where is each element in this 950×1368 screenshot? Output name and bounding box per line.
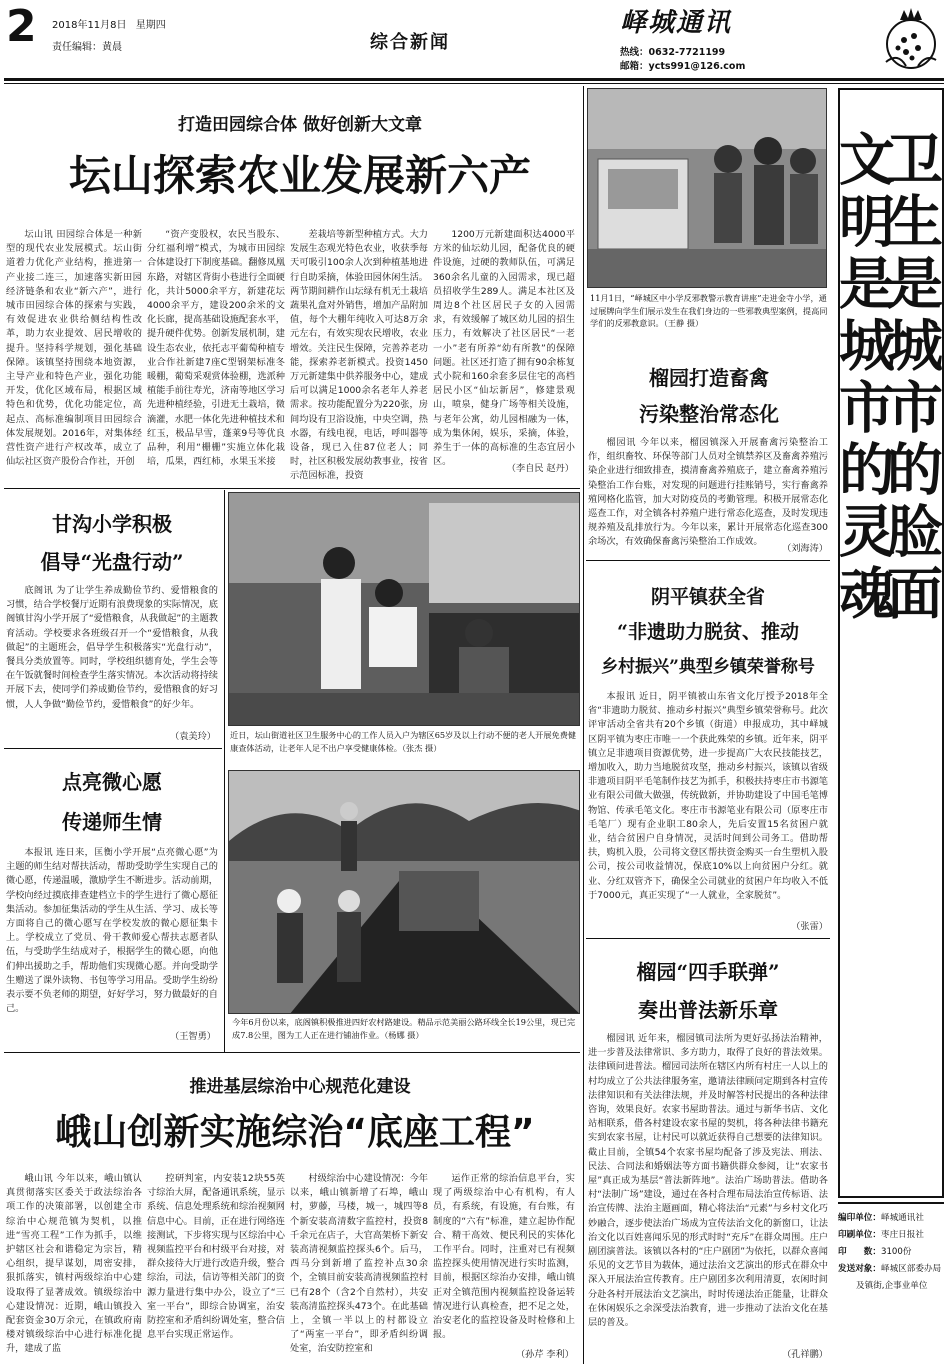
art6-title-line1: 榴园“四手联弹” (636, 960, 780, 984)
art4-title-line2: 传递师生情 (62, 810, 162, 834)
art3-byline: （袁美玲） (170, 731, 216, 742)
column-rule-left (583, 86, 584, 1364)
imprint-value: 及镇街,企事业单位 (856, 1281, 928, 1291)
art5-rule (586, 938, 830, 939)
art4-byline: （王智勇） (170, 1031, 216, 1042)
art6-title-line2: 奏出普法新乐章 (638, 998, 778, 1022)
issue-date (52, 16, 166, 31)
art1-kicker: 打造田园综合体 做好创新大文章 (178, 115, 422, 135)
art1-title: 坛山探索农业发展新六产 (68, 151, 531, 200)
slogan-line1: 卫生是城市的脸面 (878, 130, 943, 626)
art7-col2: 控研判室，内安装12块55英寸综治大屏，配备通讯系统，显示系统、信息处理系统和综治视频网信息中心。目前，正在进行网络连接测试，下步将实现与区综治中心视频监控平台和村级平台对接，对群众接待大厅进行改造升级，整合综治，司法，信访等相关部门的资源力量进行集中办公，设立了“三室一平台”，即综合协调室，治安防控室和矛盾纠纷调处室，整合信息平台实现正常运作。 (147, 1173, 285, 1341)
section-title: 综合新闻 (370, 32, 450, 53)
pomegranate-logo-icon (878, 2, 944, 74)
imprint-box (838, 1202, 944, 1362)
editor-credit: 责任编辑：黄晨 (52, 42, 122, 53)
imprint-row (838, 1261, 944, 1278)
imprint-row (838, 1278, 944, 1295)
imprint-row (838, 1227, 944, 1244)
art7-kicker: 推进基层综治中心规范化建设 (189, 1077, 411, 1097)
art5-byline: （张雷） (791, 921, 828, 932)
art3-rule (4, 748, 222, 749)
slogan-box (830, 88, 944, 1198)
photo-placeholder-icon (588, 89, 827, 288)
photo-road-paving (228, 770, 580, 1014)
art3-body: 底阁讯 为了让学生养成勤俭节约、爱惜粮食的习惯，结合学校餐厅近期有浪费现象的实际情况，底阁镇甘沟小学开展了“爱惜粮食，从我做起”的主题教育活动。学校要求各班级召开一个“爱惜粮食，从我做起”的主题班会，倡导学生积极落实“光盘行动”，餐具分类放置等。同时，学校组织德育处，学生会等在午饭就餐时间检查学生落实情况。本次活动将持续开展下去，使同学们养成勤俭节约，爱惜粮食的好习惯，人人争做“勤俭节约，爱惜粮食”的好少年。 (6, 585, 218, 710)
date-text: 2018年11月8日 (52, 20, 127, 31)
art7-col4: 运作正常的综治信息平台，实现了两级综治中心有机构，有人员，有系统，有设施，有台账，有制度的“六有”标准，建立起协作配合、精干高效、便民利民的实体化工作平台。同时，注重对已有视频监控探头使用情况进行实时监测，目前，根据区综治办安排，峨山镇正对全镇范围内视频监控设备运转情况进行认真检查，把不足之处，治安老化的监控设备及时检修和上报。 (433, 1173, 575, 1341)
art2-body: 榴园讯 今年以来，榴园镇深入开展畜禽污染整治工作，组织畜牧、环保等部门人员对全镇禁养区及畜禽养殖污染企业进行细致排查，摸清畜禽养殖底子，建立畜禽养殖污染整治工作台账，对发现的问题进行挂账销号，实行畜禽养殖网格化监管，加大对防疫员的考勤管理。积极开展常态化巡查工作，对全镇各村养殖户进行常态化巡查，及时发现违规养殖及乱排放行为。今年以来，累计开展常态化巡查300余场次，有效确保畜禽污染整治工作成效。 (588, 437, 828, 548)
column-rule-mid (224, 490, 225, 1052)
art5-title-line2: “非遗助力脱贫、推动 (617, 621, 799, 643)
art2-title-line2: 污染整治常态化 (639, 402, 779, 426)
art1-col3: 差栽培等新型种植方式。大力发展生态观光特色农业，收获季每天可吸引100余人次到种植基地进行自助采摘，体验田园休闲生活。两节期间耕作山坛绿有机无土栽培蔬果礼盒对外销售，增加产品附加值，每个大棚年纯收入可达8万余元左右，有效实现农民增收，农业增效。关注民生保障，完善养老功能，探索养老新模式。投资1450万元新建集中供养服务中心，建成后可以满足1000余名老年人养老需求。按功能配置分为220张，房间均设有卫浴设施，中央空调，热水器，有线电视，电话，呼叫器等设备，现已入住87位老人；同时，社区积极发展幼教事业，按省示范园标准，投资 (290, 229, 428, 482)
art7-col3: 村级综治中心建设情况：今年以来，峨山镇新增了石埠，峨山村，萝藤，马楼，城一，城四等8个新安装高清数字监控村，投资8千余元在店子，大官高架桥下新安装高清视频监控探头6个。后马，西马分到新增了监控补点30余个，全镇目前安装高清视频监控村已有28个（含2个自然村），共安装高清监控探头473个。在此基础上，全镇一半以上的村都设立了“两室一平台”，即矛盾纠纷调处室，治安防控室和 (290, 1173, 428, 1355)
art6-byline: （孔祥鹏） (782, 1349, 828, 1360)
art2-byline: （刘海涛） (782, 543, 828, 554)
hotline: 热线：0632-7721199 (620, 47, 726, 58)
imprint-list (838, 1210, 944, 1295)
art4-title-line1: 点亮微心愿 (62, 770, 162, 794)
masthead (0, 0, 950, 80)
photo-health-checkup (228, 492, 580, 726)
mid-rule (4, 1052, 580, 1053)
art1-byline: （李自民 赵丹） (506, 463, 574, 474)
art2-rule (586, 560, 830, 561)
art5-title-line3: 乡村振兴”典型乡镇荣誉称号 (601, 657, 815, 677)
photo1-caption: 11月1日，“峄城区中小学反邪教警示教育讲座”走进金寺小学，通过展牌向学生们展示发生在我们身边的一些邪教典型案例，提高同学们的反邪教意识。（王静 摄） (590, 293, 828, 328)
art3-title-line2: 倡导“光盘行动” (40, 550, 184, 574)
art2-title-line1: 榴园打造畜禽 (649, 366, 769, 390)
art1-rule (4, 488, 580, 489)
photo3-caption: 今年6月份以来，底阁镇积极推进四好农村路建设。精品示范美丽公路环线全长19公里，现已完成7.8公里，图为工人正在进行铺油作业。（杨娜 摄） (232, 1017, 576, 1040)
imprint-label: 印 数： (838, 1247, 881, 1257)
art5-body: 本报讯 近日，阴平镇被山东省文化厅授予2018年全省“非遗助力脱贫、推动乡村振兴”典型乡镇荣誉称号。此次评审活动全省共有20个乡镇（街道）申报成功，其中峄城区阴平镇为枣庄市唯一一个获此殊荣的乡镇。近年来，阴平镇立足非遗项目资源优势，进一步提高广大农民技能技艺，增加收入，助力当地脱贫攻坚，推动乡村振兴，该镇以省级非遗项目阴平毛笔制作技艺为抓手，积极扶持枣庄市书源笔业有限公司做大做强，传统做新，并协助建设了中国毛笔博物馆、传承毛笔文化。枣庄市书源笔业有限公司（原枣庄市毛笔厂）现有企业职工80余人，先后安置15名贫困户就业，结合贫困户自身情况，灵活时间到公司务工。借助帮扶，购机入股，公司将文登区帮扶资金购买一台生塑机入股公司，按公司收益情况，保底10%以上向贫困户分红。就业、分红双管齐下，确保全公司就业的贫困户年均收入不低于7000元，真正实现了“一人就业，全家脱贫”。 (588, 691, 828, 901)
photo-placeholder-icon (229, 493, 580, 726)
art1-col4: 1200万元新建面积达4000平方米的仙坛幼儿园，配备优良的硬件设施，过硬的教师队伍，可满足360余名儿童的入园需求，现已超员招收学生289人。满足本社区及周边8个社区居民子女的入园需求，有效缓解了城区幼儿园的招生压力，有效解决了社区居民“一老一小”老有所养“幼有所教”的保障问题。社区还打造了拥有90余栋复式小院和160余套多层住宅的高档居民小区“仙坛新居”，修建景观山，喷泉，健身广场等相关设施，与老年公寓，幼儿园相融为一体，成为集休闲，娱乐，采摘，体验，养生于一体的高标准的生态宜居小区。 (433, 229, 575, 468)
imprint-value: 枣庄日报社 (880, 1230, 924, 1240)
paper-name: 峄城通讯 (620, 8, 733, 38)
art5-title-line1: 阴平镇获全省 (650, 586, 765, 608)
photo-placeholder-icon (229, 771, 580, 1014)
photo-anti-cult-lecture (587, 88, 827, 288)
art7-title: 峨山创新实施综治“底座工程” (55, 1112, 535, 1153)
imprint-value: 峄城区部委办局 (880, 1264, 942, 1274)
masthead-rule-thin (4, 83, 944, 84)
art4-body: 本报讯 连日来，匡衡小学开展“点亮微心愿”为主题的师生结对帮扶活动，帮助受助学生实现自己的微心愿，传递温暖，激励学生不断进步。活动前期，学校向经过摸底排查建档立卡的学生进行了微心愿征集活动。参加征集活动的学生从生活、学习、成长等方面将自己的微心愿写在学校发放的微心愿征集卡上。学校成立了党员、骨干教师爱心帮扶志愿者队伍，与受助学生结成对子，根据学生的微心愿，向他们伸出援助之手，帮助他们实现微心愿。并向受助学生赠送了课外读物、书包等学习用品。受助学生纷纷表示要不负老师的期望，好好学习，努力做最好的自己。 (6, 847, 218, 1015)
art7-byline: （孙芹 李利） (515, 1349, 574, 1360)
slogan-line2: 文明是城市的灵魂 (830, 130, 895, 626)
masthead-rule (4, 78, 944, 81)
art1-col2: “资产变股权，农民当股东、分红福利增”模式，为城市田园综合体建设打下制度基础。翻修凤凰东路，对辖区背街小巷进行全面硬化，共计5000余平方，新建花坛4000余平方，建设200余米的文化长廊，提高基础设施配套水平，提升硬件优势。创新发展机制，建设生态农业，依托志平葡萄种植专业合作社新建7座C型钢架标准冬暖棚，葡萄采观赏体验棚，选派种植能手前往寿光，济南等地区学习先进种植经验，引进无土栽培，微滴灌，水肥一体化先进种植技术和红玉，极品早雪，蓬莱9号等优良品种，利用“栅栅”实施立体化栽培，瓜果，西红柿，水果玉米接 (147, 229, 285, 468)
imprint-label: 发送对象： (838, 1264, 881, 1274)
art7-col1: 峨山讯 今年以来，峨山镇认真贯彻落实区委关于政法综治各项工作的决策部署，以创建全市综治中心规范镇为契机，以推进“雪亮工程”工作为抓手，以维护辖区社会和谐稳定为宗旨，精心组织，提早谋划，周密安排，狠抓落实，镇村两级综治中心建设取得了显著成效。镇级综治中心建设情况：近期，峨山镇投入配套资金30万余元，在镇政府南楼对镇级综治中心进行标准化提升，建成了监 (6, 1173, 142, 1355)
imprint-value: 3100份 (880, 1247, 912, 1257)
art1-col1: 坛山讯 田园综合体是一种新型的现代农业发展模式。坛山街道着力优化产业结构，推进第一产业接二连三，加速落实新田园经济链条和农业“新六产”，进行城市田园综合体的探索与实践，有效促进农业供给侧结构性改革，助力农业提效、居民增收的提升。坚持科学规划，强化基础保障。该镇坚持围绕本地资源，主导产业和特色产业，强化功能开发，优化区域布局，根据区域特色和优势，优化功能定位，高起点、高标准编制项目田园综合体发展规划。2016年，对集体经营性资产进行产权改革，成立了仙坛社区资产股份合作社，开创 (6, 229, 142, 468)
photo2-caption: 近日，坛山街道社区卫生服务中心的工作人员入户为辖区65岁及以上行动不便的老人开展免费健康查体活动，让老年人足不出户享受健康体检。（张杰 摄） (230, 730, 577, 753)
page-number: 2 (6, 1, 37, 52)
imprint-value: 峄城通讯社 (880, 1213, 924, 1223)
art3-title-line1: 甘沟小学积极 (52, 512, 172, 536)
imprint-label: 印刷单位： (838, 1230, 881, 1240)
weekday-text: 星期四 (135, 20, 166, 31)
imprint-label: 编印单位： (838, 1213, 881, 1223)
email: 邮箱：ycts991@126.com (620, 61, 746, 72)
imprint-row (838, 1244, 944, 1261)
imprint-row (838, 1210, 944, 1227)
art6-body: 榴园讯 近年来，榴园镇司法所为更好弘扬法治精神，进一步普及法律常识、多方助力，取得了良好的普法效果。法律顾问进普法。榴园司法所在辖区内所有村庄一人以上的村均成立了公共法律服务室，邀请法律顾问定期到各村宣传法律知识和有关法律法规，并及时解答村民提出的各种法律咨询，效果良好。农家书屋助普法。通过与新华书店、文化站相联系，借各村建设农家书屋的契机，将各种法律书籍充实到农家书屋，让村民可以就近获得自己想要的法律知识。截止目前，全镇54个农家书屋均配备了涉及宪法、刑法、民法、合同法和婚姻法等方面书籍供群众参阅，让“农家书屋”真正成为基层“普法新阵地”。法治广场助普法。借助各村“法制广场”建设，通过在各村合理布局法治宣传标语、法治宣传牌、法治主题画面，精心将法治“元素”与乡村文化巧妙融合，逐步使法治广场成为宣传法治文化的新窗口，让法治文化以百姓喜闻乐见的形式时时“充斥”在群众周围。庄户剧团演普法。该镇以各村的“庄户剧团”为依托，以群众喜闻乐见的文艺节目为载体，通过法治文艺演出的形式在群众中深入开展法治宣传教育。庄户剧团多次利用清夏，农闲时间分赴各村开展法治文艺演出，时时传递法治正能量，让群众在休闲娱乐之余深受法治教育，进一步推动了法治文化在基层的普及。 (588, 1033, 828, 1329)
